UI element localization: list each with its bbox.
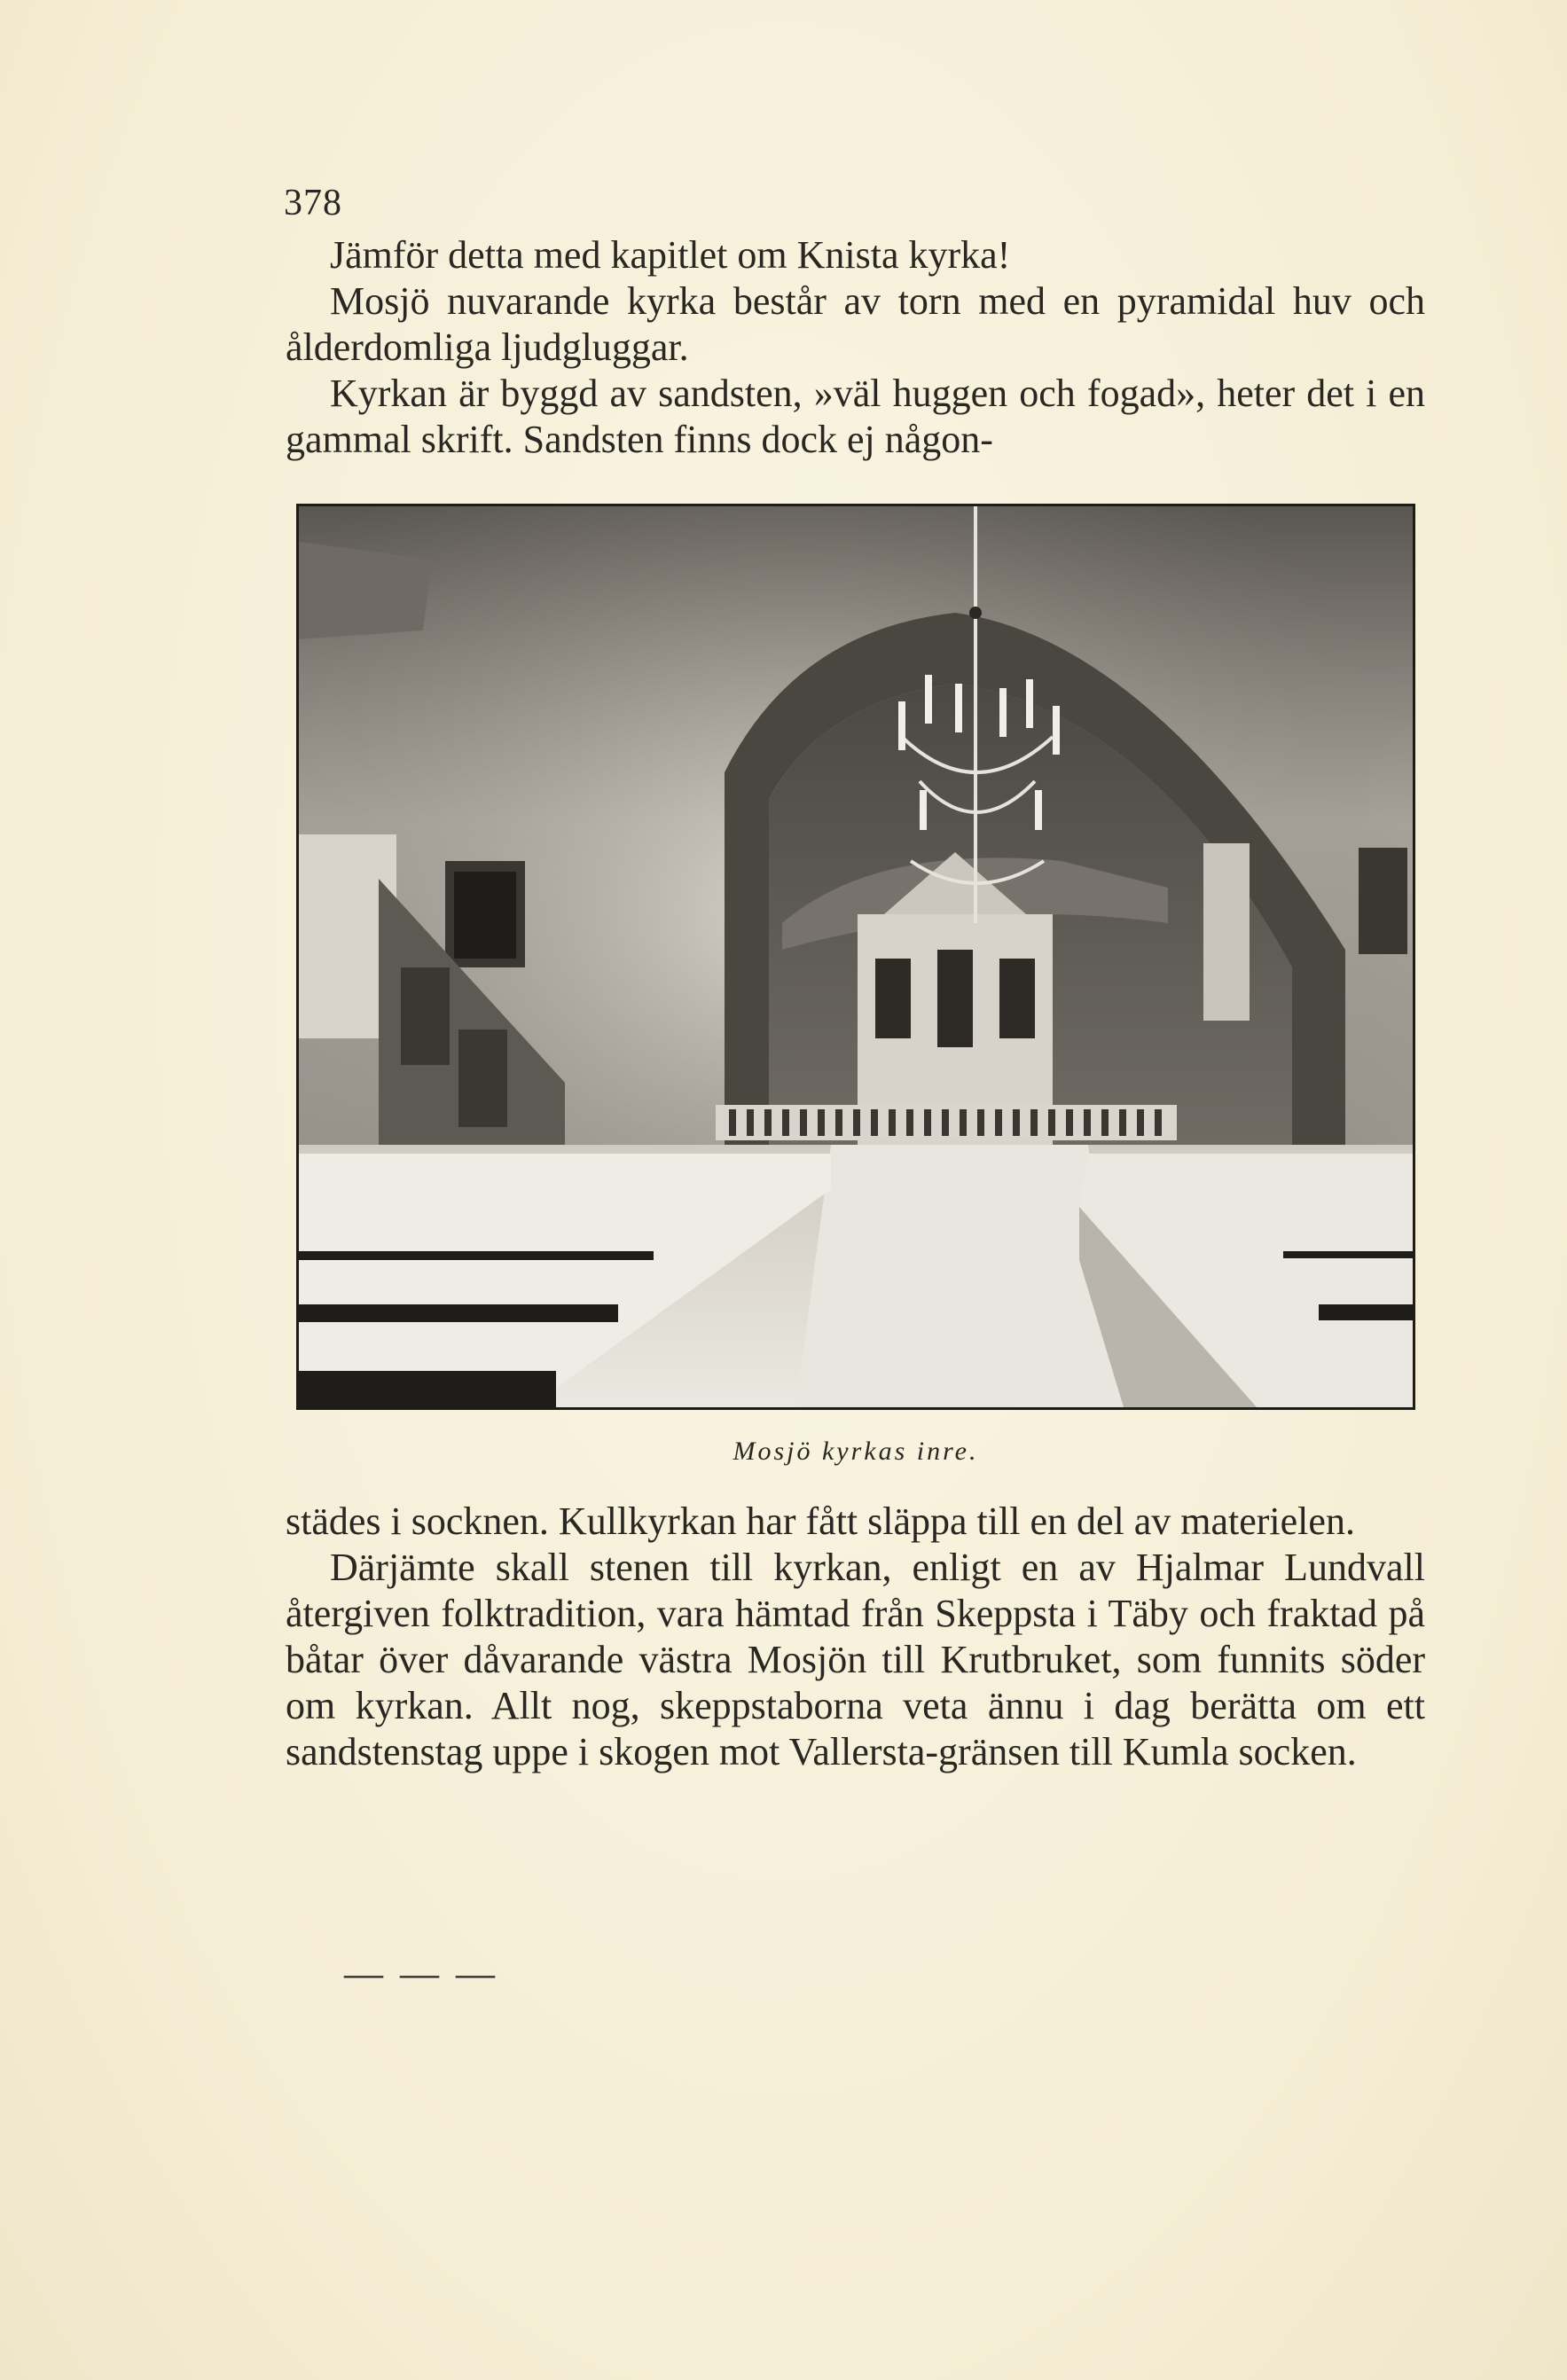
bottom-text-block — [286, 1499, 1425, 1775]
paragraph-knista: Jämför detta med kapitlet om Knista kyrka! — [330, 233, 1011, 277]
figure-caption: Mosjö kyrkas inre. — [733, 1437, 979, 1466]
church-interior-illustration — [299, 506, 1413, 1407]
chandelier-ornament — [969, 607, 982, 619]
nave-window-right — [1359, 848, 1407, 954]
choir-window — [1203, 843, 1250, 1021]
stair-panel-1 — [401, 967, 450, 1065]
section-end-mark: — — — — [344, 1952, 498, 1995]
top-text-block — [286, 232, 1425, 463]
page-number: 378 — [284, 183, 342, 223]
church-interior-photo — [296, 504, 1415, 1410]
paragraph-materials: städes i socknen. Kullkyrkan har fått släppa till en del av materielen. — [286, 1499, 1355, 1543]
paragraph-tradition: Därjämte skall stenen till kyrkan, enligt en av Hjalmar Lundvall återgiven folktradition, vara hämtad från Skeppsta i Täby och fraktad på båtar över dåvarande västra Mosjön till Krutbruket, som funnits söder om kyrkan. Allt nog, skeppstaborna veta ännu i dag berätta om ett sandstenstag uppe i skogen mot Vallersta-gränsen till Kumla socken. — [286, 1546, 1425, 1773]
paragraph-sandstone: Kyrkan är byggd av sandsten, »väl huggen och fogad», heter det i en gammal skrift. Sandsten finns dock ej någon- — [286, 372, 1425, 461]
paragraph-tower: Mosjö nuvarande kyrka består av torn med en pyramidal huv och ålderdomliga ljudgluggar. — [286, 279, 1425, 369]
altarpiece-niche-center — [937, 950, 973, 1047]
stair-panel-2 — [458, 1030, 507, 1127]
altarpiece-niche-left — [875, 959, 911, 1038]
altarpiece-niche-right — [999, 959, 1035, 1038]
aisle — [795, 1145, 1124, 1407]
